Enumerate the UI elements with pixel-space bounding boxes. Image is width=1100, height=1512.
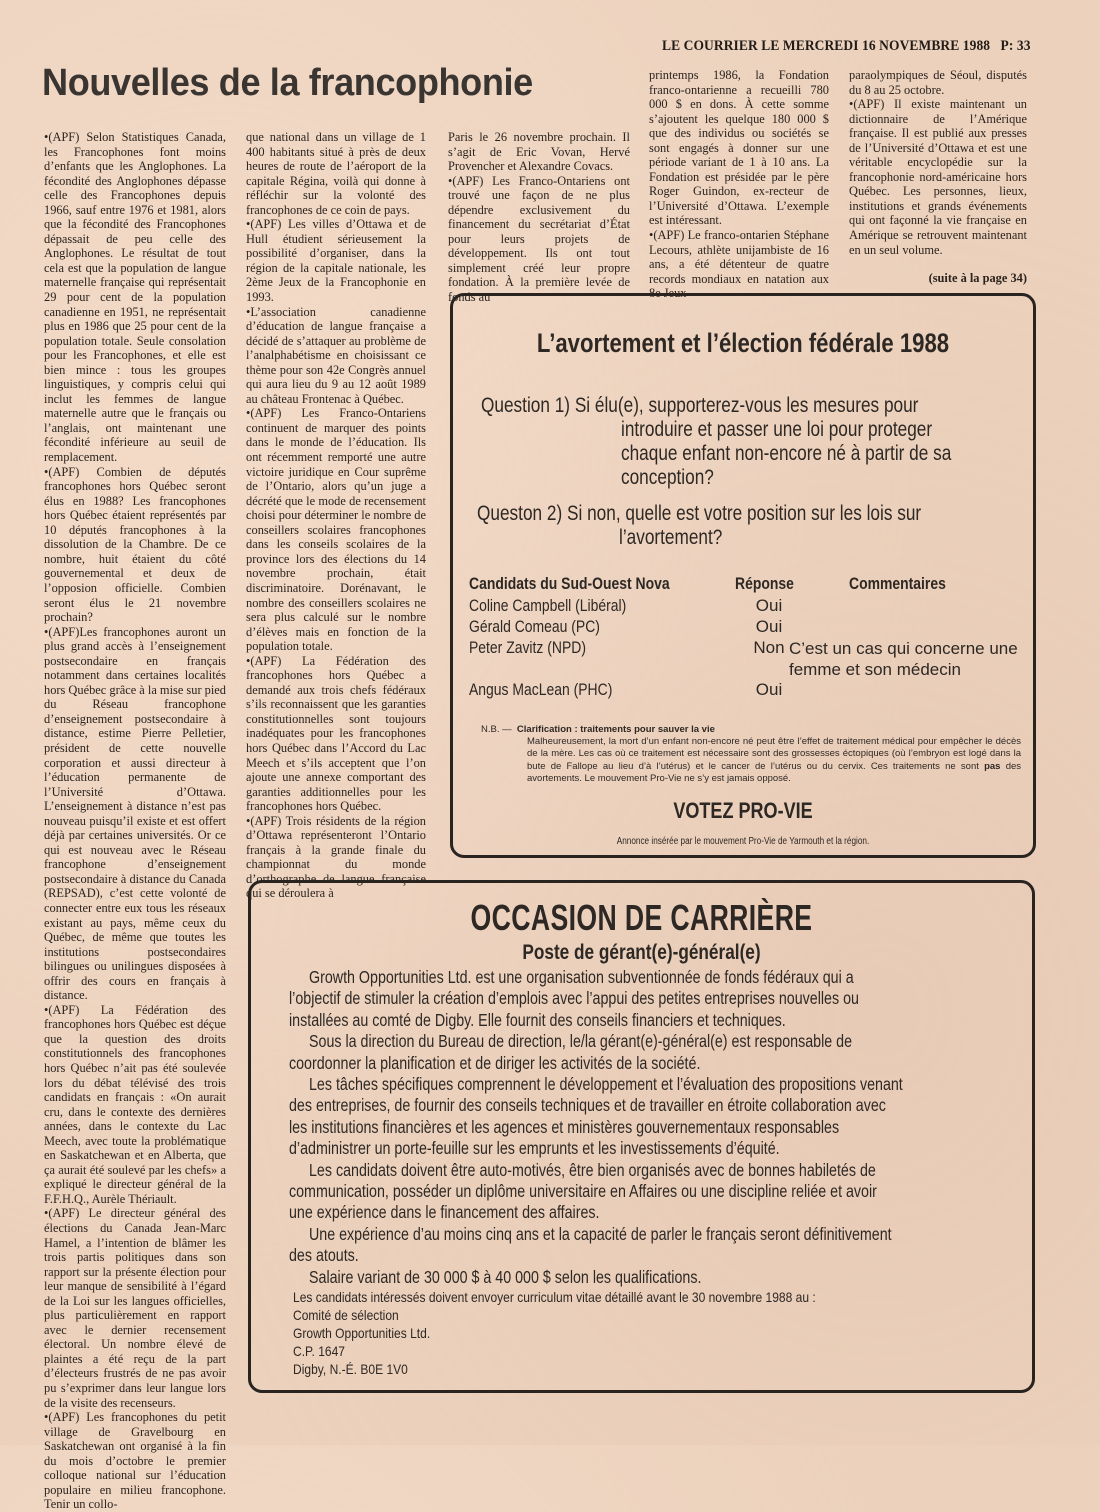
body-line: coordonner la planification et de diriger les activités de la société. [289, 1052, 701, 1073]
abortion-election-ad [450, 293, 1036, 858]
contact-organization: Growth Opportunities Ltd. [293, 1325, 431, 1341]
candidate-name: Angus MacLean (PHC) [469, 680, 613, 699]
article-column-3 [448, 130, 630, 305]
news-item: •(APF) La Fédération des francophones hors Québec est déçue que la question des droits constitutionnels des francophones hors Québec n’ait pas été soulevée lors du débat télévisé des trois candidats en français : «On aurait cru, dans le contexte des dernières années, dans le contexte du Lac Meech, avec toute la problématique en Saskatchewan et en Alberta, que ça aurait été soulevé par les chefs» a expliqué le directeur général de la F.F.H.Q., Aurèle Thériault. [44, 1002, 226, 1206]
question-1-label: Question 1) [481, 394, 571, 417]
news-item: •(APF) Les francophones du petit village de Gravelbourg en Saskatchewan ont organisé à la fin du mois d’octobre le premier colloque national sur l’éducation populaire en milieu francophone. Tenir un collo- [44, 1410, 226, 1512]
news-item: •(APF) Les Franco-Ontariens continuent de marquer des points dans le monde de l’éducation. Ils ont récemment remporté une autre victoire juridique en Cour suprême de l’Ontario, alors qu’un juge a décrété que le mode de recensement choisi pour déterminer le nombre de conseillers scolaires francophones dans les conseils scolaires de la province lors des élections du 14 novembre prochain, était discriminatoire. Dorénavant, le nombre des conseillers scolaires ne sera plus calculé sur le nombre d’élèves mais en fonction de la population totale. [246, 406, 426, 654]
news-item: paraolympiques de Séoul, disputés du 8 au 25 octobre. [849, 68, 1027, 97]
question-2-label: Queston 2) [477, 502, 563, 525]
masthead-date: LE COURRIER LE MERCREDI 16 NOVEMBRE 1988 [662, 38, 991, 54]
continued-link: (suite à la page 34) [928, 271, 1027, 286]
career-opportunity-ad [248, 880, 1035, 1393]
header-comments: Commentaires [849, 574, 946, 593]
career-ad-title: OCCASION DE CARRIÈRE [470, 897, 813, 938]
candidate-name: Peter Zavitz (NPD) [469, 638, 586, 657]
question-1-line-3: chaque enfant non-encore né à partir de sa [621, 442, 952, 465]
application-instructions: Les candidats intéressés doivent envoyer curriculum vitae détaillé avant le 30 novembre 1988 au : [293, 1289, 816, 1305]
question-1 [481, 394, 1041, 490]
body-line: Une expérience d’au moins cinq ans et la capacité de parler le français seront définitivement [309, 1223, 892, 1244]
contact-po-box: C.P. 1647 [293, 1343, 346, 1359]
news-item: Paris le 26 novembre prochain. Il s’agit de Eric Vovan, Hervé Provencher et Alexandre Covacs. [448, 130, 630, 174]
candidate-name: Gérald Comeau (PC) [469, 617, 600, 636]
candidate-comment: C’est un cas qui concerne une femme et son médecin [789, 639, 1018, 679]
masthead [662, 38, 1031, 55]
body-line: communication, posséder un diplôme universitaire en Affaires ou une discipline reliée et avoir [289, 1181, 877, 1202]
ad-title: L’avortement et l’élection fédérale 1988 [536, 328, 950, 358]
nb-clarification [481, 724, 1021, 785]
news-item: •(APF) Selon Statistiques Canada, les Francophones font moins d’enfants que les Anglophones. La fécondité des Anglophones dépasse celle des Francophones depuis 1966, sauf entre 1976 et 1981, alors que la fécondité des Francophones dépassait de peu celle des Anglophones. Le résultat de tout cela est que la population de langue maternelle française qui représentait 29 pour cent de la population canadienne en 1951, ne représentait plus en 1986 que 25 pour cent de la population totale. Seule consolation pour les Francophones, et elle est bien mince : tous les groupes linguistiques, y compris celui qui inclut les femmes de langue maternelle autre que le français ou l’anglais, ont maintenant une fécondité inférieure au seuil de remplacement. [44, 130, 226, 465]
article-column-2 [246, 130, 426, 901]
table-row [469, 638, 1019, 680]
question-2 [477, 502, 1041, 550]
table-row [469, 596, 1019, 617]
body-line: des entreprises, de fournir des conseils techniques et de travailler en étroite collaboration avec [289, 1095, 886, 1116]
news-item: •(APF) Combien de députés francophones hors Québec seront élus en 1988? Les francophones hors Québec étaient représentés par 10 députés francophones à la dissolution de la Chambre. De ce nombre, huit étaient du côté gouvernemental et deux de l’opposion officielle. Combien seront élus le 21 novembre prochain? [44, 464, 226, 625]
candidate-answer: Oui [755, 596, 783, 615]
body-line: Growth Opportunities Ltd. est une organisation subventionnée de fonds fédéraux qui a [309, 967, 854, 987]
question-2-line-2: l’avortement? [619, 526, 723, 549]
section-title: Nouvelles de la francophonie [42, 62, 533, 104]
body-line: Les tâches spécifiques comprennent le développement et l’évaluation des propositions venant [309, 1074, 903, 1095]
news-item: •(APF) Les villes d’Ottawa et de Hull étudient sérieusement la possibilité d’organiser, dans la région de la capitale nationale, les 2ème Jeux de la Francophonie en 1993. [246, 217, 426, 305]
contact-committee: Comité de sélection [293, 1307, 399, 1323]
nb-heading: Clarification : traitements pour sauver la vie [516, 724, 715, 735]
news-item: •(APF) Trois résidents de la région d’Ottawa représenteront l’Ontario français à la grande finale du championnat du monde d’orthographe de langue française qui se déroulera à [246, 813, 426, 901]
news-item: •(APF) Les Franco-Ontariens ont trouvé une façon de ne plus dépendre exclusivement du financement du secrétariat d’État pour leurs projets de développement. Ils ont tout simplement créé leur propre fondation. À la première levée de fonds au [448, 173, 630, 305]
news-item: •(APF) La Fédération des francophones hors Québec a demandé aux trois chefs fédéraux s’ils reconnaissent que les garanties constitutionnelles sont toujours inadéquates pour les francophones hors Québec dans l’Accord du Lac Meech et s’ils acceptent que l’on ajoute une annexe comportant des garanties additionnelles pour les francophones hors Québec. [246, 653, 426, 814]
table-header [469, 574, 1019, 596]
body-line: d’administrer un porte-feuille sur les emprunts et les investissements d’équité. [289, 1138, 780, 1159]
nb-label: N.B. — [481, 724, 512, 735]
question-1-line-4: conception? [621, 466, 714, 489]
slogan: VOTEZ PRO-VIE [673, 798, 813, 823]
body-line: Les candidats doivent être auto-motivés, être bien organisés avec de bonnes habiletés de [309, 1159, 876, 1180]
nb-emphasis: pas [984, 760, 1001, 772]
application-contact [293, 1288, 901, 1378]
career-ad-subtitle: Poste de gérant(e)-général(e) [522, 941, 761, 964]
news-item: printemps 1986, la Fondation franco-ontarienne a recueilli 780 000 $ en dons. À cette somme s’ajoutent les quelque 180 000 $ que des individus ou sociétés se sont engagés à donner sur une période variant de 1 à 10 ans. La Fondation est présidée par le père Roger Guindon, ex-recteur de l’Université d’Ottawa. L’exemple est intéressant. [649, 68, 829, 228]
question-1-text: Si élu(e), supporterez-vous les mesures pour [574, 394, 919, 417]
candidate-name: Coline Campbell (Libéral) [469, 596, 627, 615]
header-candidates: Candidats du Sud-Ouest Nova [469, 574, 670, 593]
contact-address: Digby, N.-É. B0E 1V0 [293, 1361, 408, 1377]
question-1-line-2: introduire et passer une loi pour proteger [621, 418, 933, 441]
page-number: P: 33 [1000, 38, 1031, 54]
question-2-text: Si non, quelle est votre position sur les lois sur [566, 502, 922, 525]
candidate-answer: Oui [755, 680, 783, 699]
news-item: que national dans un village de 1 400 habitants situé à près de deux heures de route de l’aéroport de la capitale Régina, voilà qui donne à réfléchir sur la volonté des francophones de ce coin de pays. [246, 130, 426, 217]
ad-credit: Annonce insérée par le mouvement Pro-Vie de Yarmouth et la région. [616, 836, 870, 847]
table-row [469, 617, 1019, 638]
salary-line: Salaire variant de 30 000 $ à 40 000 $ selon les qualifications. [309, 1266, 702, 1287]
news-item: •(APF) Le directeur général des élections du Canada Jean-Marc Hamel, a l’intention de blâmer les trois partis politiques dans son rapport sur la présente élection pour leur manque de sensibilité à l’égard de la Loi sur les langues officielles, plus particulièrement en rapport avec le dernier recensement électoral. Un nombre élevé de plaintes a été reçu de la part d’électeurs frustrés de ne pas avoir pu s’exprimer dans leur langue lors de la visite des recenseurs. [44, 1206, 226, 1410]
body-line: une expérience dans le financement des affaires. [289, 1202, 600, 1223]
header-answer: Réponse [735, 574, 794, 593]
news-item: •(APF) Le franco-ontarien Stéphane Lecours, athlète unijambiste de 16 ans, a été détenteur de quatre records mondiaux en natation aux 8e Jeux [649, 228, 829, 301]
body-line: les institutions financières et les agences et ministères gouvernementaux responsables [289, 1116, 840, 1137]
news-item: •(APF) Il existe maintenant un dictionnaire de l’Amérique française. Il est publié aux presses de l’Université d’Ottawa et est une véritable encyclopédie sur la francophonie nord-américaine hors Québec. Les personnes, lieux, institutions et grands événements qui ont façonné la vie française en Amérique se retrouvent maintenant en un seul volume. [849, 97, 1027, 257]
nb-body-end: des avortements. Le mouvement Pro-Vie ne s’y est jamais opposé. [527, 760, 1022, 784]
table-row [469, 680, 1019, 701]
body-line: l’objectif de stimuler la création d’emplois avec l’appui des petites entreprises nouvelles ou [289, 988, 859, 1009]
body-line: des atouts. [289, 1245, 359, 1266]
body-line: installées au comté de Digby. Elle fournit des conseils financiers et techniques. [289, 1009, 786, 1030]
career-ad-body [289, 967, 1009, 1288]
news-item: •(APF)Les francophones auront un plus grand accès à l’enseignement postsecondaire en français notamment dans certaines localités hors Québec grâce à la mise sur pied du Réseau francophone d’enseignement postsecondaire à distance, estime Pierre Pelletier, président de cette nouvelle corporation et aussi directeur à l’éducation permanente de l’Université d’Ottawa. L’enseignement à distance n’est pas nouveau puisqu’il existe et est offert déjà par certaines universités. Or ce qui est nouveau avec le Réseau francophone d’enseignement postsecondaire à distance du Canada (REPSAD), c’est cette volonté de connecter entre eux tous les réseaux existant au pays, même ceux du Québec, de même que toutes les institutions postsecondaires bilingues ou unilingues disposées à offrir des cours en français à distance. [44, 624, 226, 1003]
article-column-1 [44, 130, 226, 1512]
nb-body: Malheureusement, la mort d’un enfant non-encore né peut être l’effet de traitement médical pour empêcher le décès de la mère. Les cas où ce traitement est nécessaire sont des grossesses éctopiques (où l’embryon est logé dans la bute de Fallope au lieu d’à l’utérus) et le cancer de l’utérus ou du cervix. Ces traitements ne sont [527, 736, 1021, 772]
article-column-5 [849, 68, 1027, 286]
body-line: Sous la direction du Bureau de direction, le/la gérant(e)-général(e) est responsable de [309, 1031, 853, 1052]
article-column-4 [649, 68, 829, 301]
news-item: •L’association canadienne d’éducation de langue française a décidé de s’attaquer au problème de l’analphabétisme en choisissant ce thème pour son 42e Congrès annuel qui aura lieu du 9 au 12 août 1989 au château Frontenac à Québec. [246, 304, 426, 406]
candidate-answer: Oui [755, 617, 783, 636]
candidate-answer: Non [753, 638, 785, 657]
candidates-table [469, 574, 1019, 701]
